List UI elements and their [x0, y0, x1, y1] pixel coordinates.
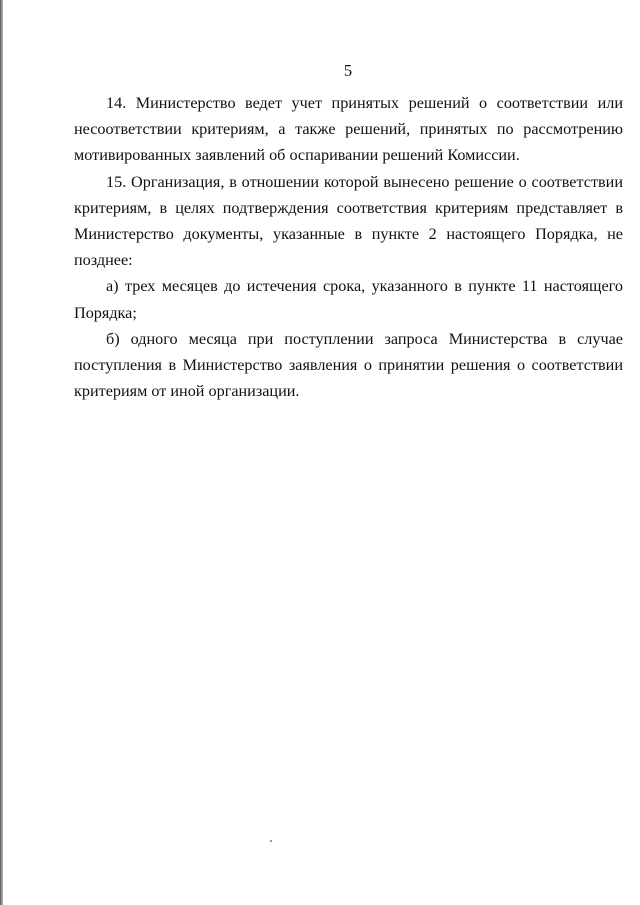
scan-speck	[270, 840, 272, 842]
paragraph-15-a: а) трех месяцев до истечения срока, указанного в пункте 11 настоящего Порядка;	[74, 277, 623, 322]
paragraph-14: 14. Министерство ведет учет принятых решений о соответствии или несоответствии критериям, а также решений, принятых по рассмотрению мотивированных заявлений об оспаривании решений Комиссии.	[74, 94, 623, 165]
document-body	[74, 90, 623, 404]
paragraph-15: 15. Организация, в отношении которой вынесено решение о соответствии критериям, в целях подтверждения соответствия критериям представляет в Министерство документы, указанные в пункте 2 настоящего Порядка, не позднее:	[74, 172, 623, 270]
page-number: 5	[343, 61, 353, 80]
scan-edge	[0, 0, 3, 905]
paragraph-15-b: б) одного месяца при поступлении запроса Министерства в случае поступления в Министерство заявления о принятии решения о соответствии критериям от иной организации.	[74, 329, 623, 401]
